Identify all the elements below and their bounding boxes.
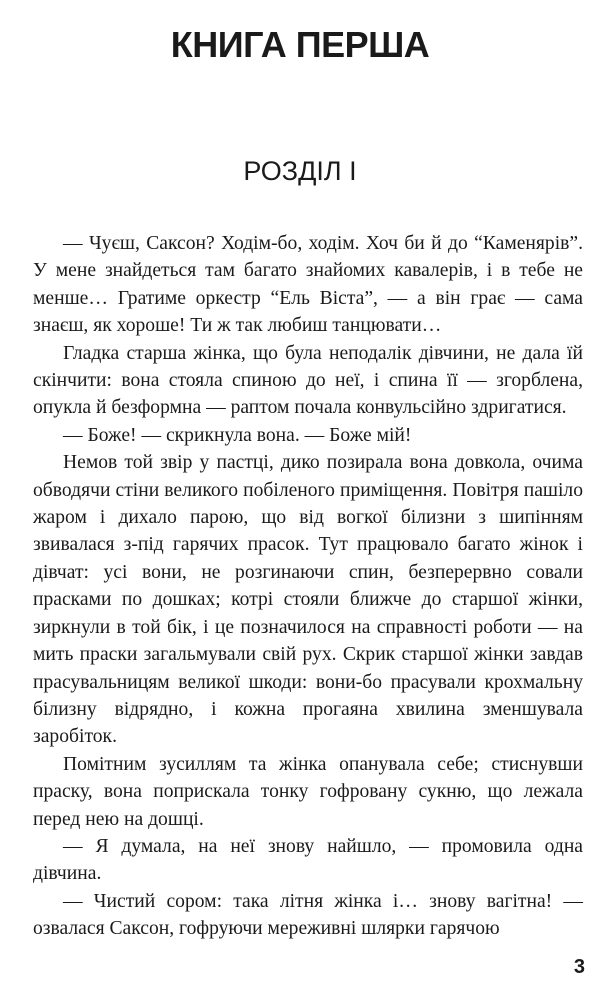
paragraph: — Чистий сором: така літня жінка і… знову вагітна! — озвалася Саксон, гофруючи мереживні шлярки гарячою [33,890,583,940]
book-title: КНИГА ПЕРША [170,24,430,65]
page-number: 3 [573,956,585,978]
chapter-title: РОЗДІЛ І [243,156,357,186]
paragraph: Гладка старша жінка, що була неподалік дівчини, не дала їй скінчити: вона стояла спиною до неї, і спина її — згорблена, опукла й безформна — раптом почала конвульсійно здригатися. [33,342,583,419]
paragraph: — Чуєш, Саксон? Ходім-бо, ходім. Хоч би й до “Каменярів”. У мене знайдеться там багато знайомих кавалерів, і в тебе не менше… Гратиме оркестр “Ель Віста”, — а він грає — сама знаєш, як хороше! Ти ж так любиш танцювати… [33,233,583,337]
paragraph: Немов той звір у пастці, дико позирала вона довкола, очима обводячи стіни великого побіленого приміщення. Повітря пашіло жаром і дихало парою, що від вогкої білизни з шипінням звивалася з-під гарячих прасок. Тут працювало багато жінок і дівчат: усі вони, не розгинаючи спин, безперервно совали прасками по дошках; котрі стояли ближче до старшої жінки, зиркнули в той бік, і це позначилося на справності роботи — на мить праски загальмували свій рух. Скрик старшої жінки завдав прасувальницям великої шкоди: вони-бо прасували крохмальну білизну відрядно, і кожна прогаяна хвилина зменшувала заробіток. [33,452,583,748]
paragraph: Помітним зусиллям та жінка опанувала себе; стиснувши праску, вона поприскала тонку гофровану сукню, що лежала перед нею на дошці. [33,753,583,830]
paragraph: — Боже! — скрикнула вона. — Боже мій! [63,424,412,446]
body-text [33,230,583,943]
paragraph: — Я думала, на неї знову найшло, — промовила одна дівчина. [33,835,583,885]
